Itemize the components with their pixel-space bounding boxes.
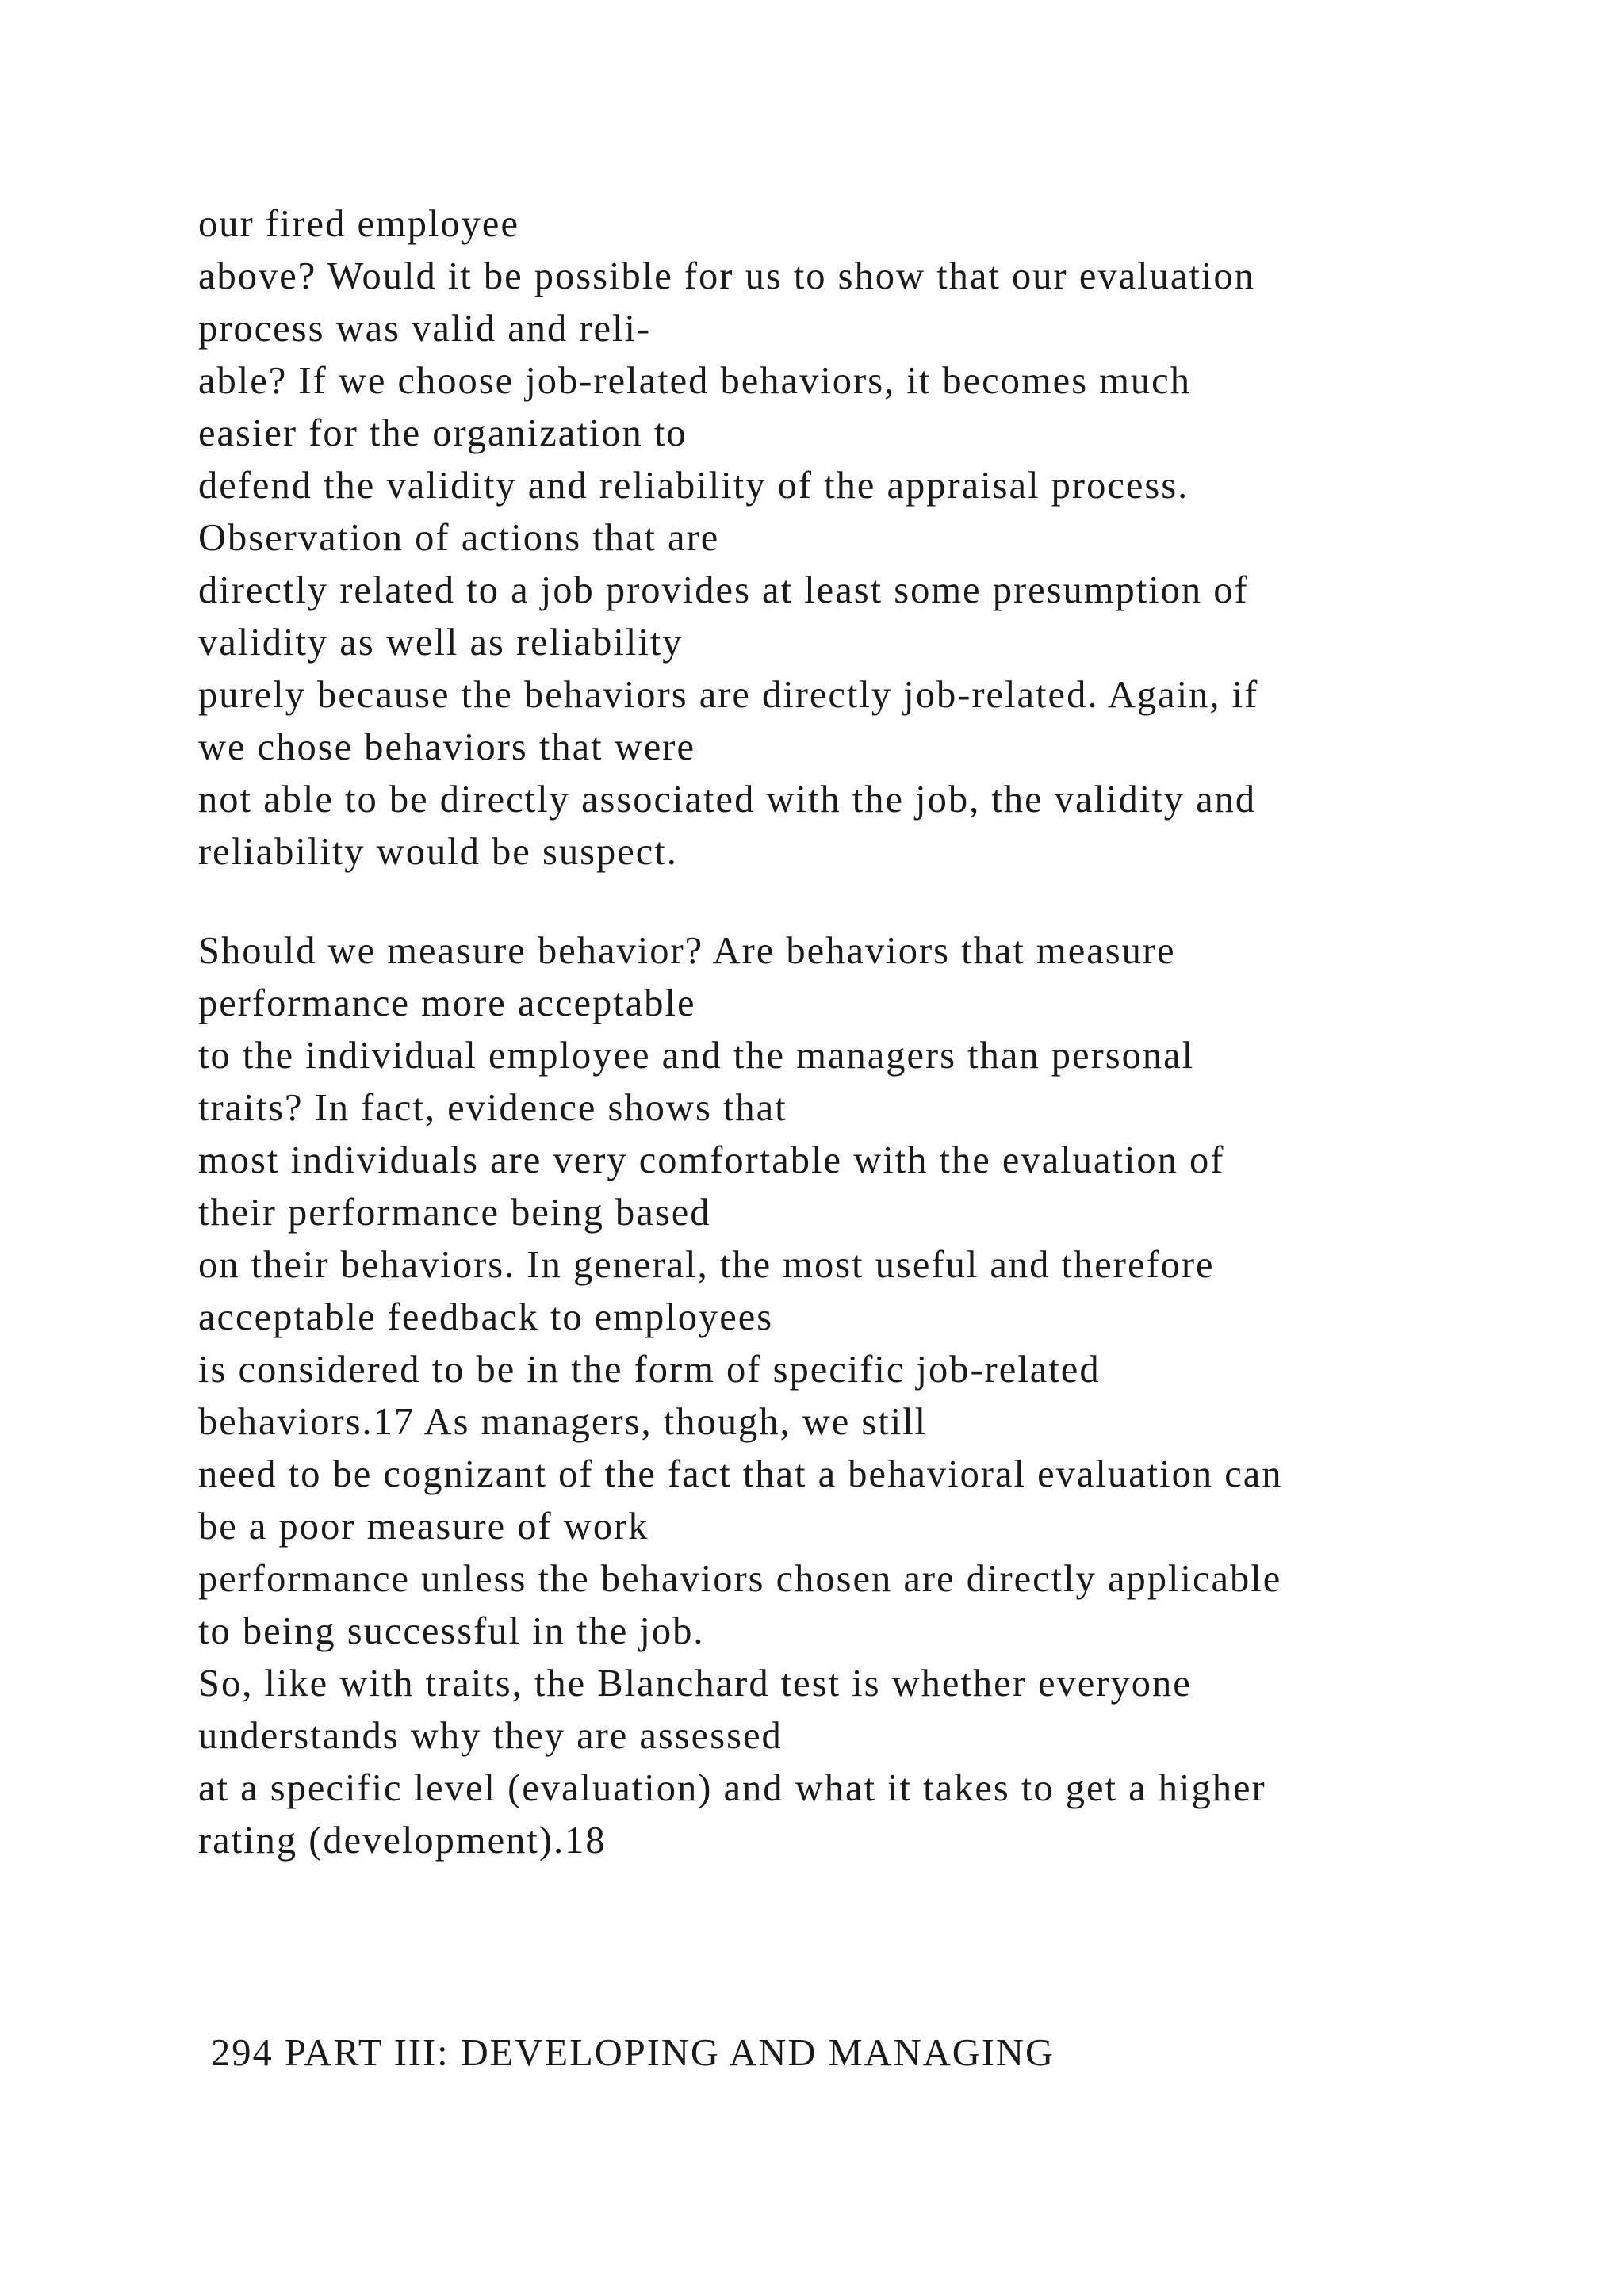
text-line: process was valid and reli-: [198, 308, 652, 350]
paragraph: [198, 925, 1507, 1867]
text-line: their performance being based: [198, 1192, 711, 1234]
text-line: easier for the organization to: [198, 412, 688, 454]
text-line: directly related to a job provides at least some presumption of: [198, 569, 1249, 611]
text-line: traits? In fact, evidence shows that: [198, 1087, 787, 1129]
text-line: we chose behaviors that were: [198, 726, 695, 768]
text-line: our fired employee: [198, 203, 519, 245]
text-line: able? If we choose job-related behaviors, it becomes much: [198, 360, 1191, 402]
text-line: So, like with traits, the Blanchard test is whether everyone: [198, 1663, 1192, 1705]
text-line: behaviors.17 As managers, though, we still: [198, 1401, 928, 1443]
text-line: purely because the behaviors are directly job-related. Again, if: [198, 674, 1259, 716]
text-line: Should we measure behavior? Are behaviors that measure: [198, 930, 1176, 972]
text-line: is considered to be in the form of specific job-related: [198, 1349, 1101, 1391]
text-line: not able to be directly associated with the job, the validity and: [198, 779, 1257, 821]
text-line: rating (development).18: [198, 1820, 607, 1862]
text-line: defend the validity and reliability of the appraisal process.: [198, 465, 1189, 507]
text-line: performance unless the behaviors chosen are directly applicable: [198, 1558, 1282, 1600]
text-line: on their behaviors. In general, the most useful and therefore: [198, 1244, 1215, 1286]
paragraph: [198, 198, 1507, 878]
text-line: acceptable feedback to employees: [198, 1296, 774, 1338]
text-line: at a specific level (evaluation) and what it takes to get a higher: [198, 1767, 1266, 1809]
page-footer: 294 PART III: DEVELOPING AND MANAGING: [211, 2032, 1055, 2074]
text-line: performance more acceptable: [198, 982, 696, 1024]
text-line: need to be cognizant of the fact that a behavioral evaluation can: [198, 1453, 1283, 1495]
text-line: Observation of actions that are: [198, 517, 720, 559]
text-line: reliability would be suspect.: [198, 831, 678, 873]
text-line: to being successful in the job.: [198, 1610, 705, 1652]
text-line: above? Would it be possible for us to show that our evaluation: [198, 255, 1255, 297]
text-line: be a poor measure of work: [198, 1506, 649, 1548]
text-line: to the individual employee and the managers than personal: [198, 1035, 1195, 1077]
text-line: understands why they are assessed: [198, 1715, 783, 1757]
text-line: validity as well as reliability: [198, 622, 684, 664]
text-line: most individuals are very comfortable with the evaluation of: [198, 1139, 1225, 1181]
